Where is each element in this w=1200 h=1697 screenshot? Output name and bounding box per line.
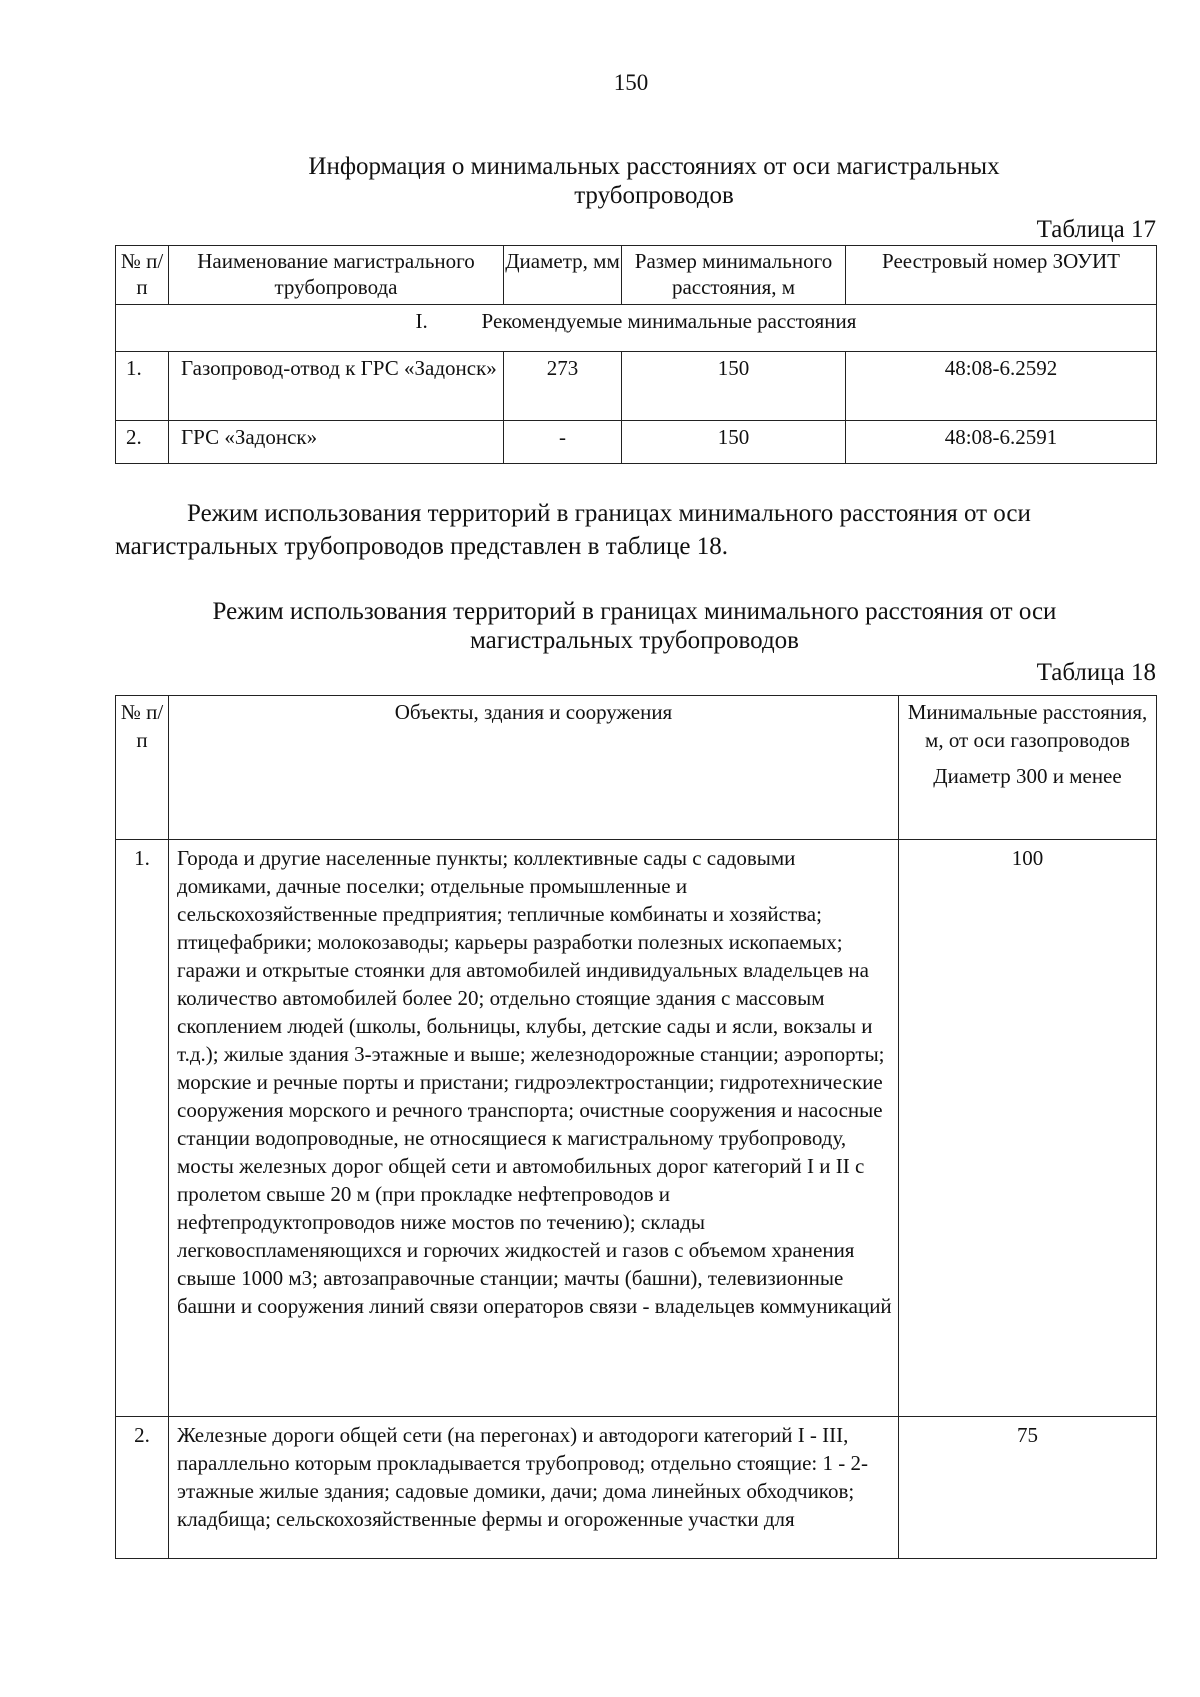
header-min-distance-label: Минимальные расстояния, м, от оси газопроводов: [907, 700, 1148, 752]
row-text: Железные дороги общей сети (на перегонах) и автодороги категорий I - III, параллельно которым прокладывается трубопровод; отдельно стоящие: 1 - 2-этажные жилые здания; садовые домики, дачи; дома линейных обходчиков; кладбища; сельскохозяйственные фермы и огороженные участки для: [169, 1417, 899, 1559]
table-17: [115, 245, 1157, 464]
row-name: ГРС «Задонск»: [169, 421, 504, 464]
section-number: I.: [415, 309, 428, 333]
table17-title: [250, 152, 1058, 210]
header-name: Наименование магистрального трубопровода: [169, 246, 504, 305]
table18-label: Таблица 18: [1036, 659, 1156, 686]
table-row: [116, 840, 1157, 1417]
section-row: [116, 305, 1157, 352]
header-num: № п/п: [116, 696, 169, 840]
row-num: 2.: [116, 1417, 169, 1559]
row-num: 1.: [116, 840, 169, 1417]
row-num: 2.: [116, 421, 169, 464]
table18-title-line1: Режим использования территорий в границах минимального расстояния от оси: [212, 598, 1057, 625]
paragraph-line1: Режим использования территорий в границах минимального расстояния от оси: [187, 500, 1031, 527]
header-min-distance: [899, 696, 1157, 840]
header-diameter-sub: Диаметр 300 и менее: [933, 764, 1122, 788]
table17-title-line1: Информация о минимальных расстояниях от оси магистральных: [308, 153, 1000, 180]
table-row: [116, 1417, 1157, 1559]
table-row: [116, 421, 1157, 464]
table-row: [116, 352, 1157, 421]
row-registry: 48:08-6.2591: [846, 421, 1157, 464]
row-num: 1.: [116, 352, 169, 421]
row-text: Города и другие населенные пункты; коллективные сады с садовыми домиками, дачные поселки; отдельные промышленные и сельскохозяйственные предприятия; тепличные комбинаты и хозяйства; птицефабрики; молокозаводы; карьеры разработки полезных ископаемых; гаражи и открытые стоянки для автомобилей индивидуальных владельцев на количество автомобилей более 20; отдельно стоящие здания с массовым скоплением людей (школы, больницы, клубы, детские сады и ясли, вокзалы и т.д.); жилые здания 3-этажные и выше; железнодорожные станции; аэропорты; морские и речные порты и пристани; гидроэлектростанции; гидротехнические сооружения морского и речного транспорта; очистные сооружения и насосные станции водопроводные, не относящиеся к магистральному трубопроводу, мосты железных дорог общей сети и автомобильных дорог категорий I и II с пролетом свыше 20 м (при прокладке нефтепроводов и нефтепродуктопроводов ниже мостов по течению); склады легковоспламеняющихся и горючих жидкостей и газов с объемом хранения свыше 1000 м3; автозаправочные станции; мачты (башни), телевизионные башни и сооружения линий связи операторов связи - владельцев коммуникаций: [169, 840, 899, 1417]
header-objects: Объекты, здания и сооружения: [169, 696, 899, 840]
header-distance: Размер минимального расстояния, м: [622, 246, 846, 305]
row-value: 75: [899, 1417, 1157, 1559]
table18-title-line2: магистральных трубопроводов: [470, 627, 799, 654]
paragraph-line2: магистральных трубопроводов представлен в таблице 18.: [115, 533, 728, 560]
header-diameter: Диаметр, мм: [504, 246, 622, 305]
row-diameter: 273: [504, 352, 622, 421]
row-diameter: -: [504, 421, 622, 464]
table17-label: Таблица 17: [1036, 216, 1156, 243]
table17-title-line2: трубопроводов: [574, 182, 734, 209]
row-value: 100: [899, 840, 1157, 1417]
row-registry: 48:08-6.2592: [846, 352, 1157, 421]
page-number: 150: [613, 70, 649, 95]
header-num: № п/п: [116, 246, 169, 305]
table18-title: [115, 597, 1154, 655]
section-title: Рекомендуемые минимальные расстояния: [481, 309, 857, 333]
row-distance: 150: [622, 421, 846, 464]
table-18: [115, 695, 1157, 1559]
row-name: Газопровод-отвод к ГРС «Задонск»: [169, 352, 504, 421]
header-registry: Реестровый номер ЗОУИТ: [846, 246, 1157, 305]
row-distance: 150: [622, 352, 846, 421]
body-paragraph: [115, 497, 1156, 563]
